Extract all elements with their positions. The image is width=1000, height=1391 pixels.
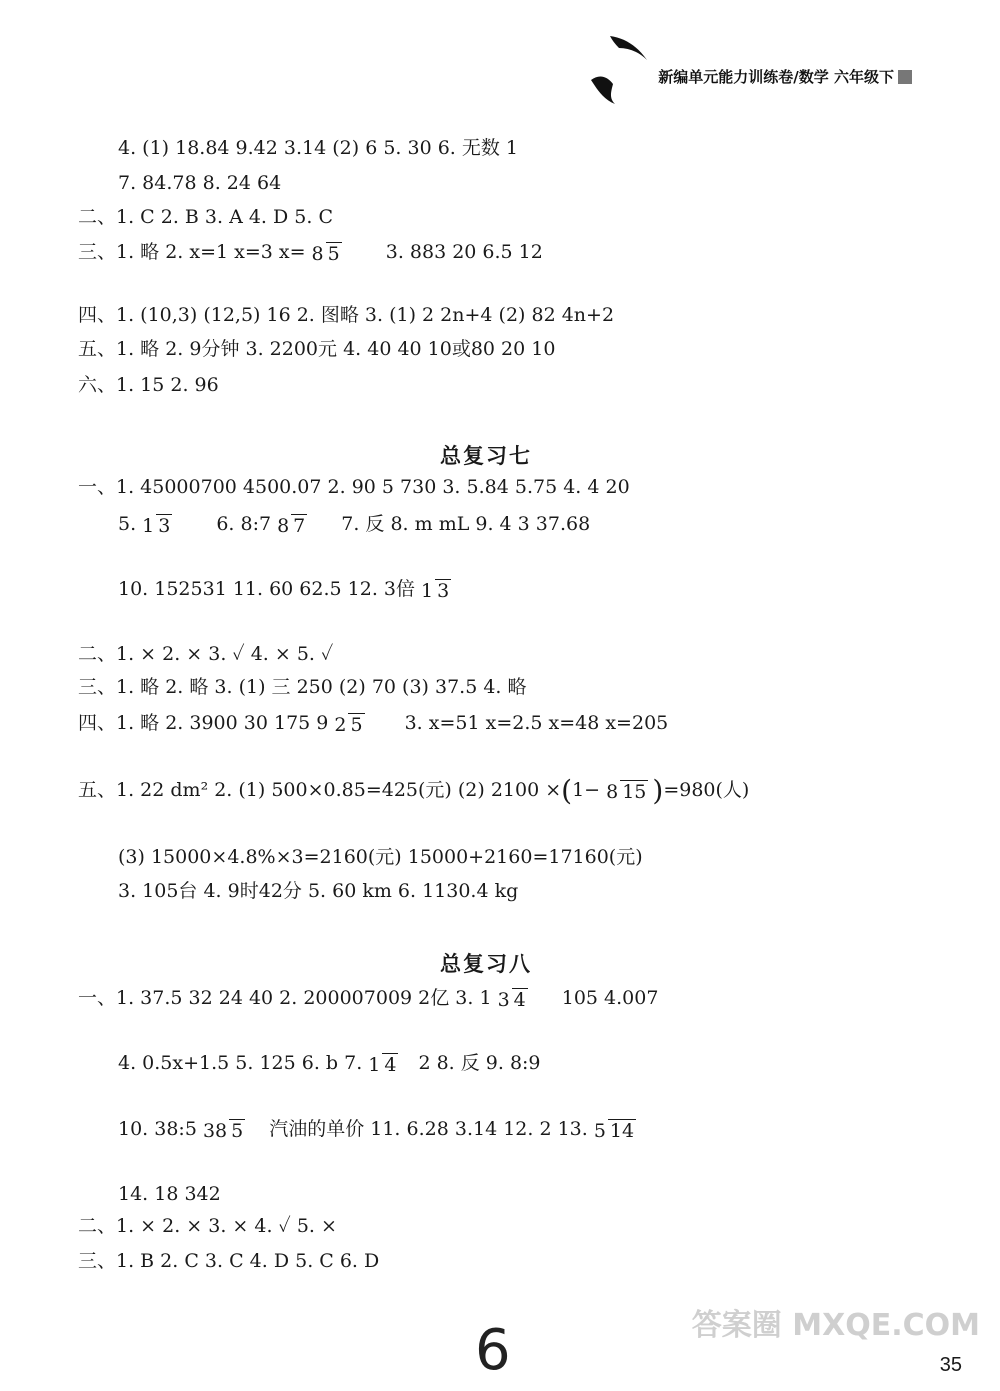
answer-line: 二、1. C 2. B 3. A 4. D 5. C <box>78 206 333 228</box>
answer-line: 三、1. 略 2. 略 3. (1) 三 250 (2) 70 (3) 37.5 4. 略 <box>78 676 527 698</box>
fraction: 1 3 <box>421 579 450 602</box>
answer-line: 六、1. 15 2. 96 <box>78 374 219 396</box>
answer-line: 4. 0.5x+1.5 5. 125 6. b 7. 1 4 2 8. 反 9. 8:9 <box>118 1052 541 1076</box>
answer-line: 四、1. 略 2. 3900 30 175 9 2 5 3. x=51 x=2.5 x=48 x=205 <box>78 712 669 736</box>
square-icon <box>898 70 912 84</box>
answer-line: 14. 18 342 <box>118 1183 221 1205</box>
answer-line: 四、1. (10,3) (12,5) 16 2. 图略 3. (1) 2 2n+4 (2) 82 4n+2 <box>78 304 615 326</box>
fraction: 1 3 <box>142 514 171 537</box>
answer-line: 3. 105台 4. 9时42分 5. 60 km 6. 1130.4 kg <box>118 880 519 902</box>
fraction: 8 7 <box>277 514 306 537</box>
answer-line: 五、1. 22 dm² 2. (1) 500×0.85=425(元) (2) 2100 ×(1− 8 15 )=980(人) <box>78 774 750 807</box>
answer-line: 5. 1 3 6. 8:7 8 7 7. 反 8. m mL 9. 4 3 37.68 <box>118 513 591 537</box>
page-number: 35 <box>939 1354 962 1376</box>
watermark: 答案圈 MXQE.COM <box>691 1308 980 1343</box>
answer-line: 一、1. 45000700 4500.07 2. 90 5 730 3. 5.84 5.75 4. 4 20 <box>78 476 630 498</box>
answer-line: 4. (1) 18.84 9.42 3.14 (2) 6 5. 30 6. 无数 1 <box>118 137 519 159</box>
fraction: 38 5 <box>202 1119 244 1142</box>
answer-line: 二、1. × 2. × 3. × 4. ✓ 5. × <box>78 1215 337 1237</box>
fraction: 8 15 <box>606 780 647 803</box>
fraction: 2 5 <box>334 713 363 736</box>
header-title: 新编单元能力训练卷/数学 六年级下 <box>658 66 912 87</box>
fraction: 1 4 <box>368 1053 397 1076</box>
answer-line: 7. 84.78 8. 24 64 <box>118 172 282 194</box>
fraction: 5 14 <box>593 1119 635 1142</box>
section-title: 总复习八 <box>440 952 532 976</box>
answer-line: 10. 38:5 38 5 汽油的单价 11. 6.28 3.14 12. 2 13. 5 14 <box>118 1118 635 1142</box>
answer-line: (3) 15000×4.8%×3=2160(元) 15000+2160=17160(元) <box>118 846 643 868</box>
handwritten-mark: 6 <box>475 1318 511 1383</box>
answer-line: 10. 152531 11. 60 62.5 12. 3倍 1 3 <box>118 578 450 602</box>
answer-line: 二、1. × 2. × 3. ✓ 4. × 5. ✓ <box>78 643 334 665</box>
answer-line: 五、1. 略 2. 9分钟 3. 2200元 4. 40 40 10或80 20 10 <box>78 338 556 360</box>
fraction: 3 4 <box>497 988 526 1011</box>
answer-line: 三、1. 略 2. x=1 x=3 x= 8 5 3. 883 20 6.5 12 <box>78 241 543 265</box>
section-title: 总复习七 <box>440 444 532 468</box>
answer-line: 三、1. B 2. C 3. C 4. D 5. C 6. D <box>78 1250 380 1272</box>
fraction: 8 5 <box>311 242 340 265</box>
bird-logo-icon <box>585 28 655 106</box>
answer-line: 一、1. 37.5 32 24 40 2. 200007009 2亿 3. 1 3 4 105 4.007 <box>78 987 659 1011</box>
